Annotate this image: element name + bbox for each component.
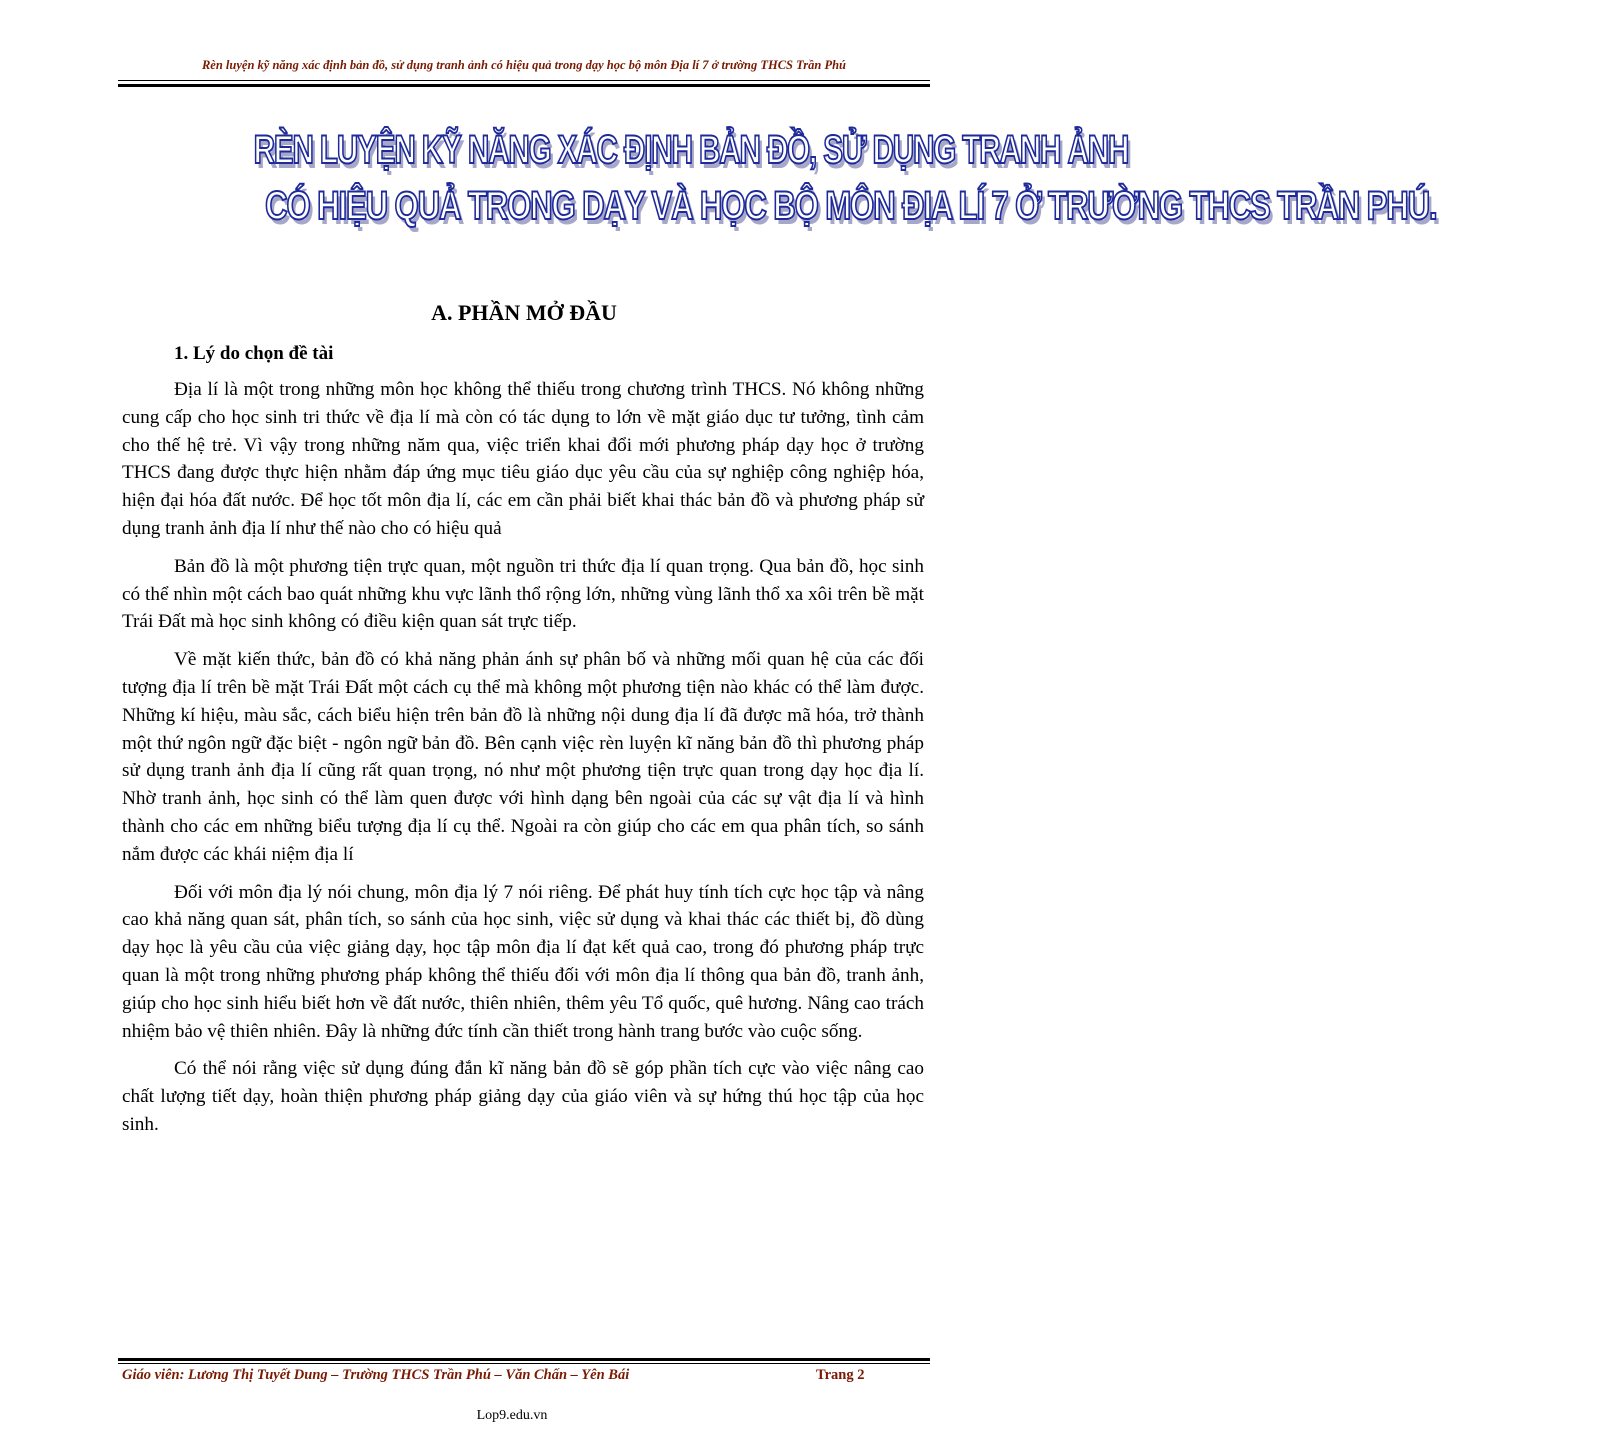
watermark: Lop9.edu.vn bbox=[476, 1408, 548, 1423]
section-heading: A. PHẦN MỞ ĐẦU bbox=[431, 300, 617, 325]
paragraph: Về mặt kiến thức, bản đồ có khả năng phản ánh sự phân bố và những mối quan hệ của các đối tượng địa lí trên bề mặt Trái Đất một cách cụ thể mà không một phương tiện nào khác có thể làm được. Những kí hiệu, màu sắc, cách biểu hiện trên bản đồ là những nội dung địa lí đã được mã hóa, trở thành một thứ ngôn ngữ đặc biệt - ngôn ngữ bản đồ. Bên cạnh việc rèn luyện kĩ năng bản đồ thì phương pháp sử dụng tranh ảnh địa lí cũng rất quan trọng, nó như một phương tiện trực quan trong dạy học địa lí. Nhờ tranh ảnh, học sinh có thể làm quen được với hình dạng bên ngoài của các sự vật địa lí và hình thành cho các em những biểu tượng địa lí cụ thể. Ngoài ra còn giúp cho các em qua phân tích, so sánh nắm được các khái niệm địa lí bbox=[122, 649, 924, 865]
footer-rule bbox=[118, 1363, 930, 1364]
header-rule-thick bbox=[118, 84, 930, 87]
page-number: Trang 2 bbox=[816, 1367, 865, 1383]
document-title bbox=[100, 122, 1437, 234]
paragraph: Bản đồ là một phương tiện trực quan, một nguồn tri thức địa lí quan trọng. Qua bản đồ, học sinh có thể nhìn một cách bao quát những khu vực lãnh thổ rộng lớn, những vùng lãnh thổ xa xôi trên bề mặt Trái Đất mà học sinh không có điều kiện quan sát trực tiếp. bbox=[122, 555, 924, 633]
paragraph: Đối với môn địa lý nói chung, môn địa lý 7 nói riêng. Để phát huy tính tích cực học tập và nâng cao khả năng quan sát, phân tích, so sánh của học sinh, việc sử dụng và khai thác các thiết bị, đồ dùng dạy học là yêu cầu của việc giảng dạy, học tập môn địa lí đạt kết quả cao, trong đó phương pháp trực quan là một trong những phương pháp không thể thiếu đối với môn địa lí thông qua bản đồ, tranh ảnh, giúp cho học sinh hiểu biết hơn về đất nước, thiên nhiên, thêm yêu Tổ quốc, quê hương. Nâng cao trách nhiệm bảo vệ thiên nhiên. Đây là những đức tính cần thiết trong hành trang bước vào cuộc sống. bbox=[122, 881, 924, 1042]
body-text bbox=[122, 376, 924, 1149]
footer-rule-thick bbox=[118, 1358, 930, 1361]
title-line-2: CÓ HIỆU QUẢ TRONG DẠY VÀ HỌC BỘ MÔN ĐỊA LÍ 7 Ở TRƯỜNG THCS TRẦN PHÚ. bbox=[265, 184, 1437, 228]
running-header: Rèn luyện kỹ năng xác định bản đồ, sử dụng tranh ảnh có hiệu quả trong dạy học bộ môn Địa lí 7 ở trường THCS Trần Phú bbox=[201, 58, 847, 72]
paragraph: Địa lí là một trong những môn học không thể thiếu trong chương trình THCS. Nó không những cung cấp cho học sinh tri thức về địa lí mà còn có tác dụng to lớn về mặt giáo dục tư tưởng, tình cảm cho thế hệ trẻ. Vì vậy trong những năm qua, việc triển khai đổi mới phương pháp dạy học ở trường THCS đang được thực hiện nhằm đáp ứng mục tiêu giáo dục yêu cầu của sự nghiệp công nghiệp hóa, hiện đại hóa đất nước. Để học tốt môn địa lí, các em cần phải biết khai thác bản đồ và phương pháp sử dụng tranh ảnh địa lí như thế nào cho có hiệu quả bbox=[122, 379, 924, 539]
paragraph: Có thể nói rằng việc sử dụng đúng đắn kĩ năng bản đồ sẽ góp phần tích cực vào việc nâng cao chất lượng tiết dạy, hoàn thiện phương pháp giảng dạy của giáo viên và sự hứng thú học tập của học sinh. bbox=[122, 1058, 924, 1135]
footer-author: Giáo viên: Lương Thị Tuyết Dung – Trường THCS Trần Phú – Văn Chấn – Yên Bái bbox=[122, 1367, 630, 1383]
subsection-heading: 1. Lý do chọn đề tài bbox=[174, 343, 334, 364]
title-line-1: RÈN LUYỆN KỸ NĂNG XÁC ĐỊNH BẢN ĐỒ, SỬ DỤNG TRANH ẢNH bbox=[253, 128, 1129, 172]
header-rule bbox=[118, 80, 930, 81]
